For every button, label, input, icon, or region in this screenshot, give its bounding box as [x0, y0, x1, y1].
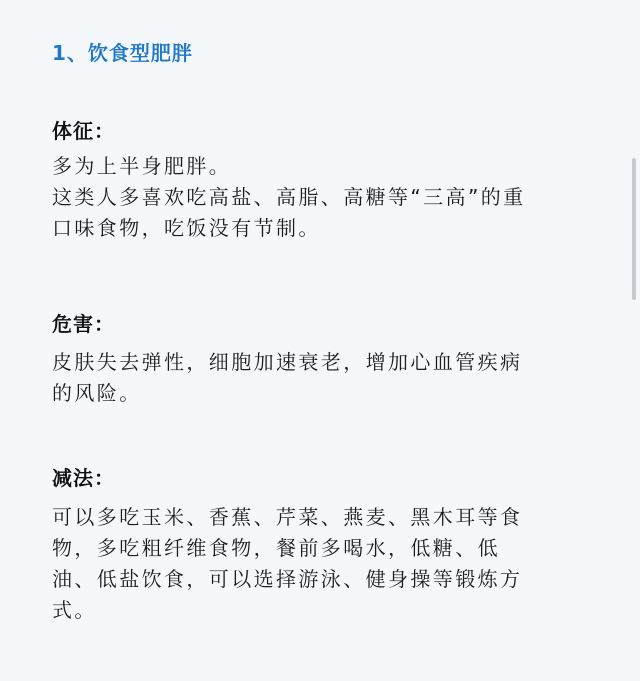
paragraph-line: 皮肤失去弹性，细胞加速衰老，增加心血管疾病: [52, 350, 523, 374]
section-body-harm: [52, 347, 624, 409]
paragraph-line: 物，多吃粗纤维食物，餐前多喝水，低糖、低: [52, 536, 500, 560]
paragraph-line: 式。: [52, 598, 97, 622]
paragraph-line: 多为上半身肥胖。: [52, 154, 232, 178]
section-body-signs: [52, 151, 624, 244]
section-title-harm: 危害：: [52, 312, 115, 336]
paragraph-line: 油、低盐饮食，可以选择游泳、健身操等锻炼方: [52, 567, 523, 591]
vertical-scrollbar[interactable]: [632, 158, 636, 300]
section-title-signs: 体征：: [52, 119, 115, 143]
section-body-method: [52, 502, 624, 626]
paragraph-line: 的风险。: [52, 381, 142, 405]
paragraph-line: 这类人多喜欢吃高盐、高脂、高糖等“三高”的重: [52, 185, 526, 209]
article-heading: 1、饮食型肥胖: [52, 41, 193, 65]
section-title-method: 减法：: [52, 466, 115, 490]
paragraph-line: 可以多吃玉米、香蕉、芹菜、燕麦、黑木耳等食: [52, 505, 523, 529]
paragraph-line: 口味食物，吃饭没有节制。: [52, 216, 321, 240]
